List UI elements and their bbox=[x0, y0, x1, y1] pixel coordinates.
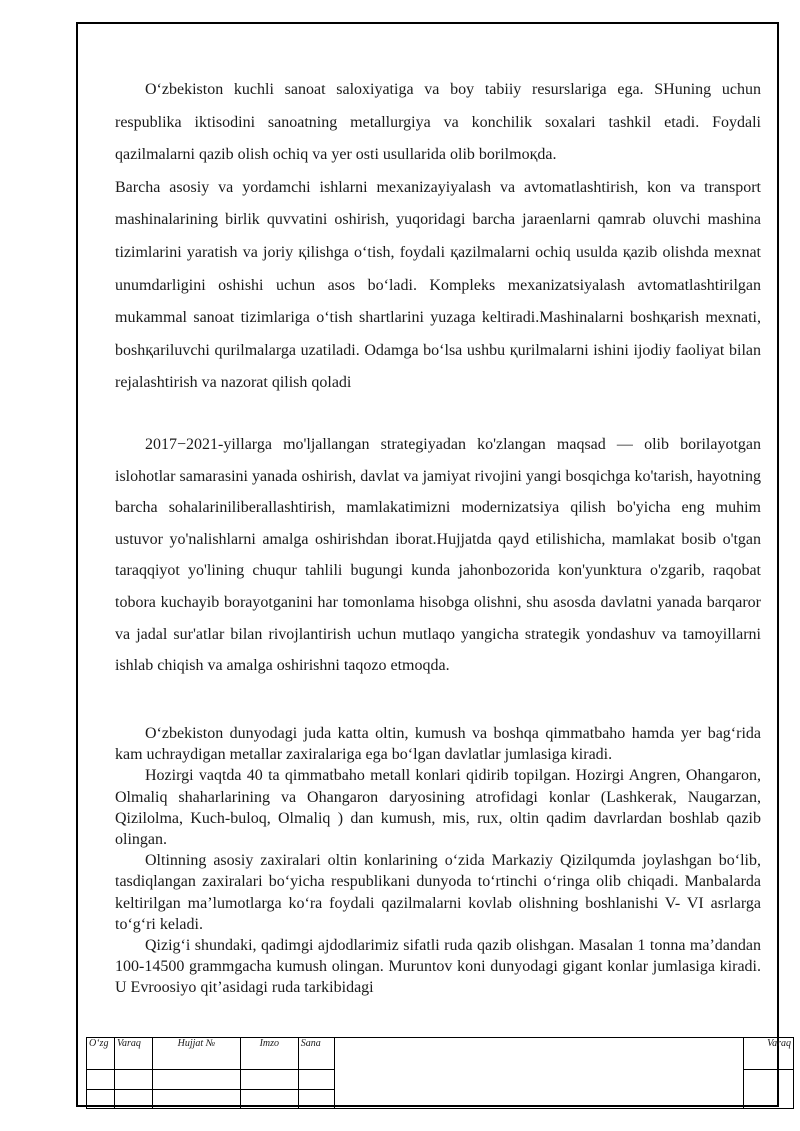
paragraph: Barcha asosiy va yordamchi ishlarni mexanizayiyalash va avtomatlashtirish, kon va transport mashinalarining birlik quvvatini oshirish, yuqoridagi barcha jaraenlarni qamrab oluvchi mashina tizimlarini yaratish va joriy қilishga o‘tish, foydali қazilmalarni ochiq usulda қazib olishda mexnat unumdarligini oshishi uchun asos bo‘ladi. Kompleks mexanizatsiyalash avtomatlashtirilgan mukammal sanoat tizimlariga o‘tish shartlarini yuzaga keltiradi.Mashinalarni boshқarish mexnati, boshқariluvchi qurilmalarga uzatiladi. Odamga bo‘lsa ushbu қurilmalarni ishini ijodiy faoliyat bilan rejalashtirish va nazorat qilish qoladi bbox=[115, 178, 761, 392]
paragraph: O‘zbekiston kuchli sanoat saloxiyatiga va boy tabiiy resurslariga ega. SHuning uchun respublika iktisodini sanoatning metallurgiya va konchilik soxalari tashkil etadi. Foydali qazilmalarni qazib olish ochiq va yer osti usullarida olib borilmoқda. bbox=[115, 81, 761, 164]
stamp-cell bbox=[87, 1090, 115, 1109]
stamp-col-document: Hujjat № bbox=[152, 1038, 240, 1070]
text-block-resources bbox=[115, 723, 761, 999]
stamp-col-sheet: Varaq bbox=[114, 1038, 152, 1070]
paragraph: 2017−2021-yillarga mo'ljallangan strategiyadan ko'zlangan maqsad — olib borilayotgan islohotlar samarasini yanada oshirish, davlat va jamiyat rivojini yangi bosqichga ko'tarish, hayotning barcha sohalariniliberallashtirish, mamlakatimizni modernizatsiya qilish bo'yicha eng muhim ustuvor yo'nalishlarni amalga oshirishdan iborat.Hujjatda qayd etilishicha, mamlakat bosib o'tgan taraqqiyot yo'lining chuqur tahlili bugungi kunda jahonbozorida kon'yunktura o'zgarib, raqobat tobora kuchayib borayotganini har tomonlama hisobga olishni, shu asosda davlatni yanada barqaror va jadal sur'atlar bilan rivojlantirish uchun mutlaqo yangicha strategik yondashuv va tamoyillarni ishlab chiqish va amalga oshirishni taqozo etmoqda. bbox=[115, 436, 761, 675]
stamp-cell bbox=[152, 1090, 240, 1109]
text-block-strategy bbox=[115, 429, 761, 682]
stamp-col-signature: Imzo bbox=[240, 1038, 298, 1070]
stamp-title-cell bbox=[334, 1038, 743, 1109]
stamp-cell bbox=[87, 1070, 115, 1090]
paragraph: Oltinning asosiy zaxiralari oltin konlarining o‘zida Markaziy Qizilqumda joylashgan bo‘lib, tasdiqlangan zaxiralari bo‘yicha respublikani dunyoda to‘rtinchi o‘ringa olib chiqadi. Manbalarda keltirilgan ma’lumotlarga ko‘ra foydali qazilmalarni kovlab olishning boshlanishi V- VI asrlarga to‘g‘ri keladi. bbox=[115, 852, 761, 933]
stamp-cell bbox=[298, 1090, 334, 1109]
stamp-col-change: O‘zg bbox=[87, 1038, 115, 1070]
paragraph: O‘zbekiston dunyodagi juda katta oltin, kumush va boshqa qimmatbaho hamda yer bag‘rida kam uchraydigan metallar zaxiralariga ega bo‘lgan davlatlar jumlasiga kiradi. bbox=[115, 725, 761, 764]
stamp-page-label: Varaq bbox=[744, 1038, 794, 1070]
stamp-col-date: Sana bbox=[298, 1038, 334, 1070]
stamp-cell bbox=[298, 1070, 334, 1090]
stamp-cell bbox=[114, 1070, 152, 1090]
stamp-cell bbox=[240, 1070, 298, 1090]
title-block-stamp bbox=[86, 1037, 794, 1109]
paragraph: Qizig‘i shundaki, qadimgi ajdodlarimiz sifatli ruda qazib olishgan. Masalan 1 tonna ma’dandan 100-14500 grammgacha kumush olingan. Muruntov koni dunyodagi gigant konlar jumlasiga kiradi. U Evroosiyo qit’asidagi ruda tarkibidagi bbox=[115, 937, 761, 997]
stamp-page-number bbox=[744, 1070, 794, 1109]
stamp-cell bbox=[240, 1090, 298, 1109]
stamp-cell bbox=[152, 1070, 240, 1090]
paragraph: Hozirgi vaqtda 40 ta qimmatbaho metall konlari qidirib topilgan. Hozirgi Angren, Ohangaron, Olmaliq shaharlarining va Ohangaron daryosining atrofidagi konlar (Lashkerak, Naugarzan, Qizilolma, Kuch-buloq, Olmaliq ) dan kumush, mis, rux, oltin qadim davrlardan boshlab qazib olingan. bbox=[115, 767, 761, 849]
text-block-intro bbox=[115, 74, 761, 400]
stamp-cell bbox=[114, 1090, 152, 1109]
